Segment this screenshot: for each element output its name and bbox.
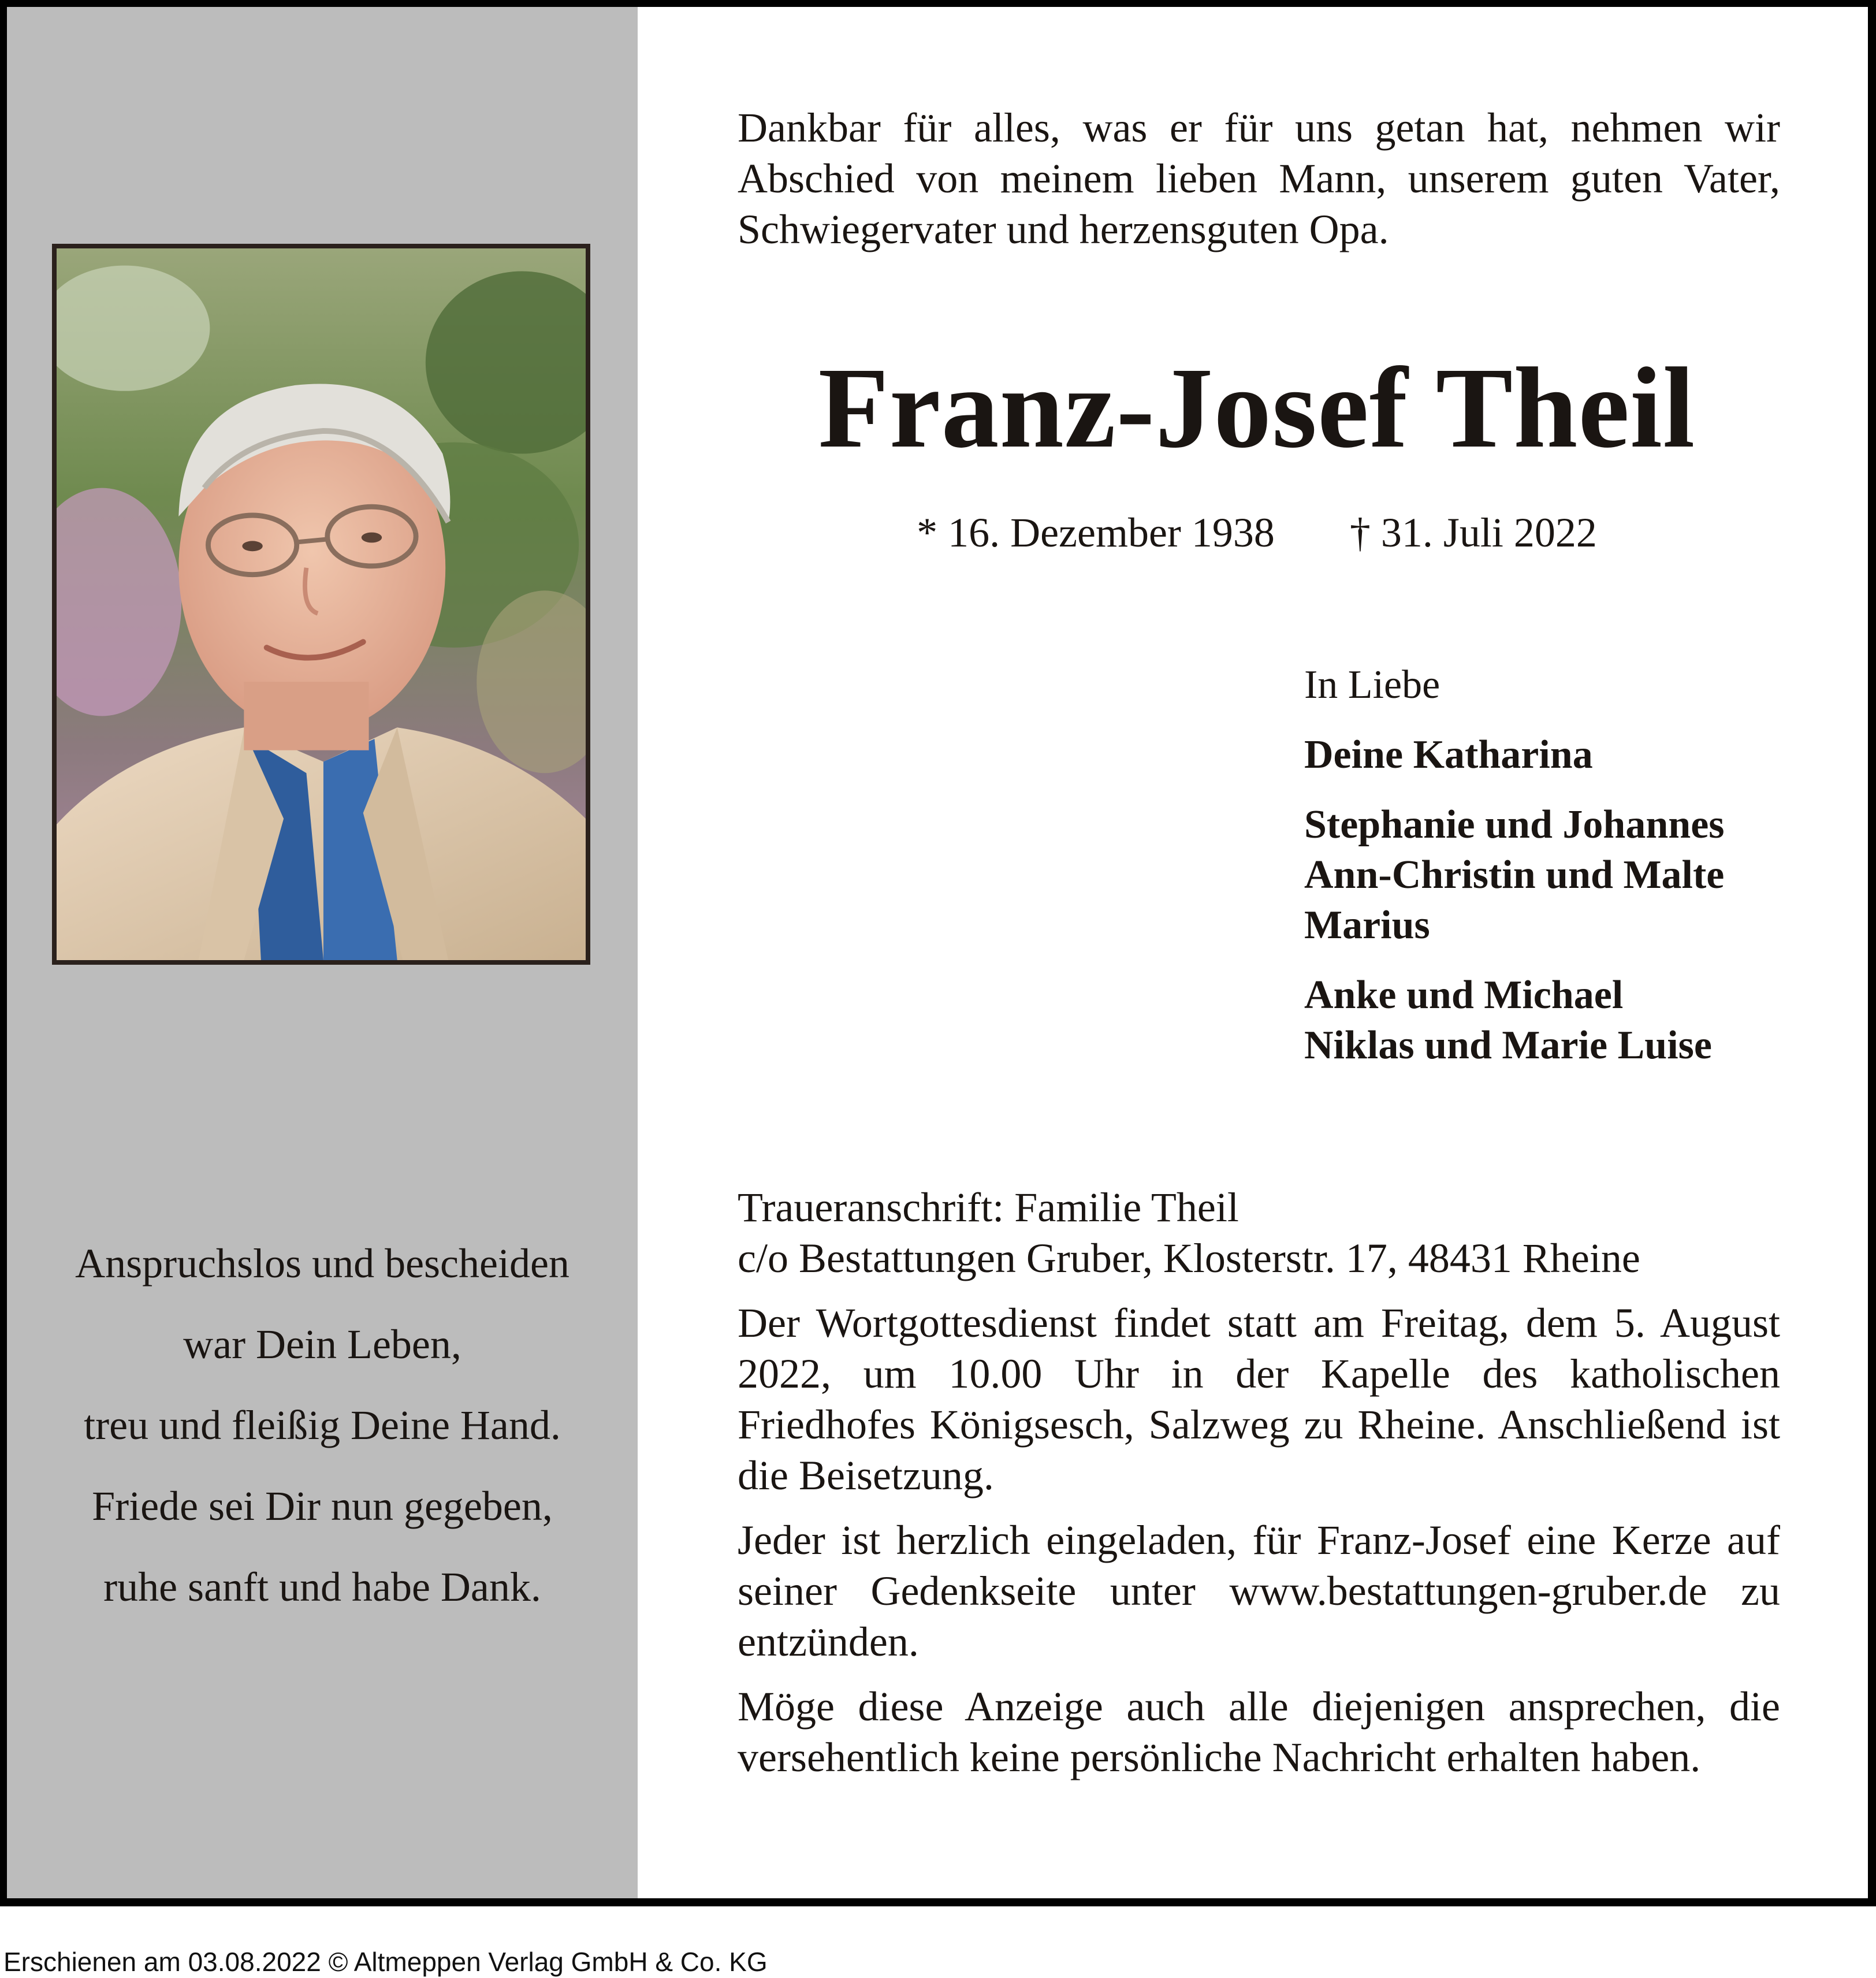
mourner-group bbox=[1304, 970, 1725, 1070]
life-dates bbox=[638, 507, 1876, 559]
mourners-list bbox=[1304, 660, 1725, 1070]
intro-text: Dankbar für alles, was er für uns getan hat, nehmen wir Abschied von meinem lieben Mann, unserem guten Vater, Schwiegervater und herzensguten Opa. bbox=[738, 105, 1780, 252]
mourner-line: Stephanie und Johannes bbox=[1304, 802, 1725, 847]
verse-line: Anspruchslos und bescheiden bbox=[75, 1240, 570, 1287]
closing-phrase: In Liebe bbox=[1304, 663, 1440, 707]
publication-footer: Erschienen am 03.08.2022 © Altmeppen Verlag GmbH & Co. KG bbox=[3, 1947, 768, 1977]
notice-note: Möge diese Anzeige auch alle diejenigen ansprechen, die versehentlich keine persönliche Nachricht erhalten haben. bbox=[738, 1683, 1780, 1780]
mourner-line: Niklas und Marie Luise bbox=[1304, 1023, 1712, 1068]
mourner-line: Marius bbox=[1304, 903, 1430, 947]
birth-date: * 16. Dezember 1938 bbox=[917, 510, 1275, 556]
verse-line: ruhe sanft und habe Dank. bbox=[103, 1564, 541, 1610]
mourner-group bbox=[1304, 800, 1725, 950]
mourner-line: Deine Katharina bbox=[1304, 733, 1593, 777]
address-line: c/o Bestattungen Gruber, Klosterstr. 17, 48431 Rheine bbox=[738, 1235, 1640, 1281]
memorial-verse bbox=[7, 1223, 638, 1627]
portrait-photo bbox=[52, 244, 590, 965]
candle-invitation: Jeder ist herzlich eingeladen, für Franz-Josef eine Kerze auf seiner Gedenkseite unter www.bestattungen-gruber.de zu entzünden. bbox=[738, 1517, 1780, 1665]
mourner-line: Ann-Christin und Malte bbox=[1304, 853, 1725, 897]
portrait-illustration bbox=[57, 248, 586, 960]
mourner-group bbox=[1304, 730, 1725, 780]
mourner-line: Anke und Michael bbox=[1304, 973, 1624, 1017]
death-date: † 31. Juli 2022 bbox=[1349, 510, 1597, 556]
verse-line: war Dein Leben, bbox=[183, 1321, 461, 1367]
verse-line: treu und fleißig Deine Hand. bbox=[84, 1402, 561, 1448]
sidebar-panel bbox=[7, 7, 638, 1898]
service-info bbox=[738, 1168, 1780, 1797]
verse-line: Friede sei Dir nun gegeben, bbox=[92, 1483, 553, 1529]
service-details: Der Wortgottesdienst findet statt am Freitag, dem 5. August 2022, um 10.00 Uhr in der Kapelle des katholischen Friedhofes Königsesch, Salzweg zu Rheine. Anschließend ist die Beisetzung. bbox=[738, 1300, 1780, 1499]
deceased-name: Franz-Josef Theil bbox=[818, 344, 1696, 472]
address-line: Traueranschrift: Familie Theil bbox=[738, 1184, 1239, 1230]
